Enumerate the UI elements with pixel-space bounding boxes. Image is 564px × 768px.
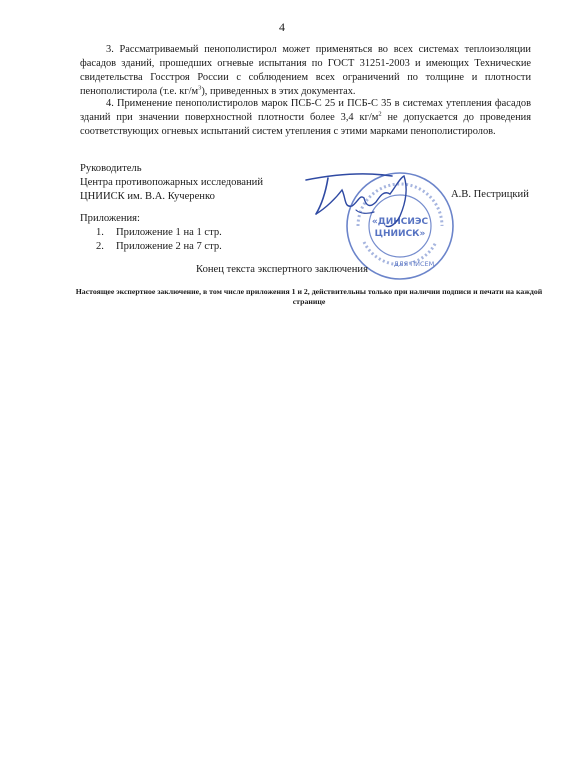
list-item-label: Приложение 2 на 7 стр. xyxy=(116,241,222,252)
paragraph-4-text: 4. Применение пенополистиролов марок ПСБ-С 25 и ПСБ-С 35 в системах утепления фасадов зданий при значении поверхностной плотности более 3,4 кг/м xyxy=(80,98,531,123)
signer-organization: ЦНИИСК им. В.А. Кучеренко xyxy=(80,191,215,202)
appendices-list xyxy=(96,226,222,254)
list-item-label: Приложение 1 на 1 стр. xyxy=(116,227,222,238)
signer-name: А.В. Пестрицкий xyxy=(451,189,529,200)
list-item-number: 2. xyxy=(96,241,104,252)
stamp-bottom-line: ДЛЯ ПИСЕМ xyxy=(393,260,435,268)
paragraph-3-superscript: 3 xyxy=(198,84,202,92)
signer-position: Руководитель xyxy=(80,163,142,174)
paragraph-4 xyxy=(80,97,531,139)
stamp-center-line-2: ЦНИИСК» xyxy=(374,229,426,239)
page-number: 4 xyxy=(279,20,285,34)
signature-block xyxy=(80,162,263,204)
paragraph-3-text-end: ), приведенных в этих документах. xyxy=(201,86,356,97)
paragraph-3-text: 3. Рассматриваемый пенополистирол может применяться во всех системах теплоизоляции фасадов зданий, прошедших огневые испытания по ГОСТ 31251-2003 и имеющих Технические свидетельства Госстроя России с соблюдением всех ограничений по толщине и плотности пенополистирола (т.е. кг/м xyxy=(80,44,531,97)
end-of-text-label: Конец текста экспертного заключения xyxy=(196,264,368,275)
signer-department: Центра противопожарных исследований xyxy=(80,177,264,188)
paragraph-3 xyxy=(80,43,531,99)
appendices-title: Приложения: xyxy=(80,213,140,224)
validity-note: Настоящее экспертное заключение, в том числе приложения 1 и 2, действительны только при наличии подписи и печати на каждой странице xyxy=(75,287,543,306)
list-item-number: 1. xyxy=(96,227,104,238)
list-item xyxy=(96,240,222,254)
paragraph-4-text-end: не допускается до проведения соответствующих огневых испытаний систем утепления с этими марками пенополистиролов. xyxy=(80,112,531,137)
paragraph-4-superscript: 2 xyxy=(378,110,382,118)
handwritten-signature xyxy=(296,168,436,238)
list-item xyxy=(96,226,222,240)
stamp-center-line-1: «ДИНСИЭС xyxy=(371,217,429,227)
